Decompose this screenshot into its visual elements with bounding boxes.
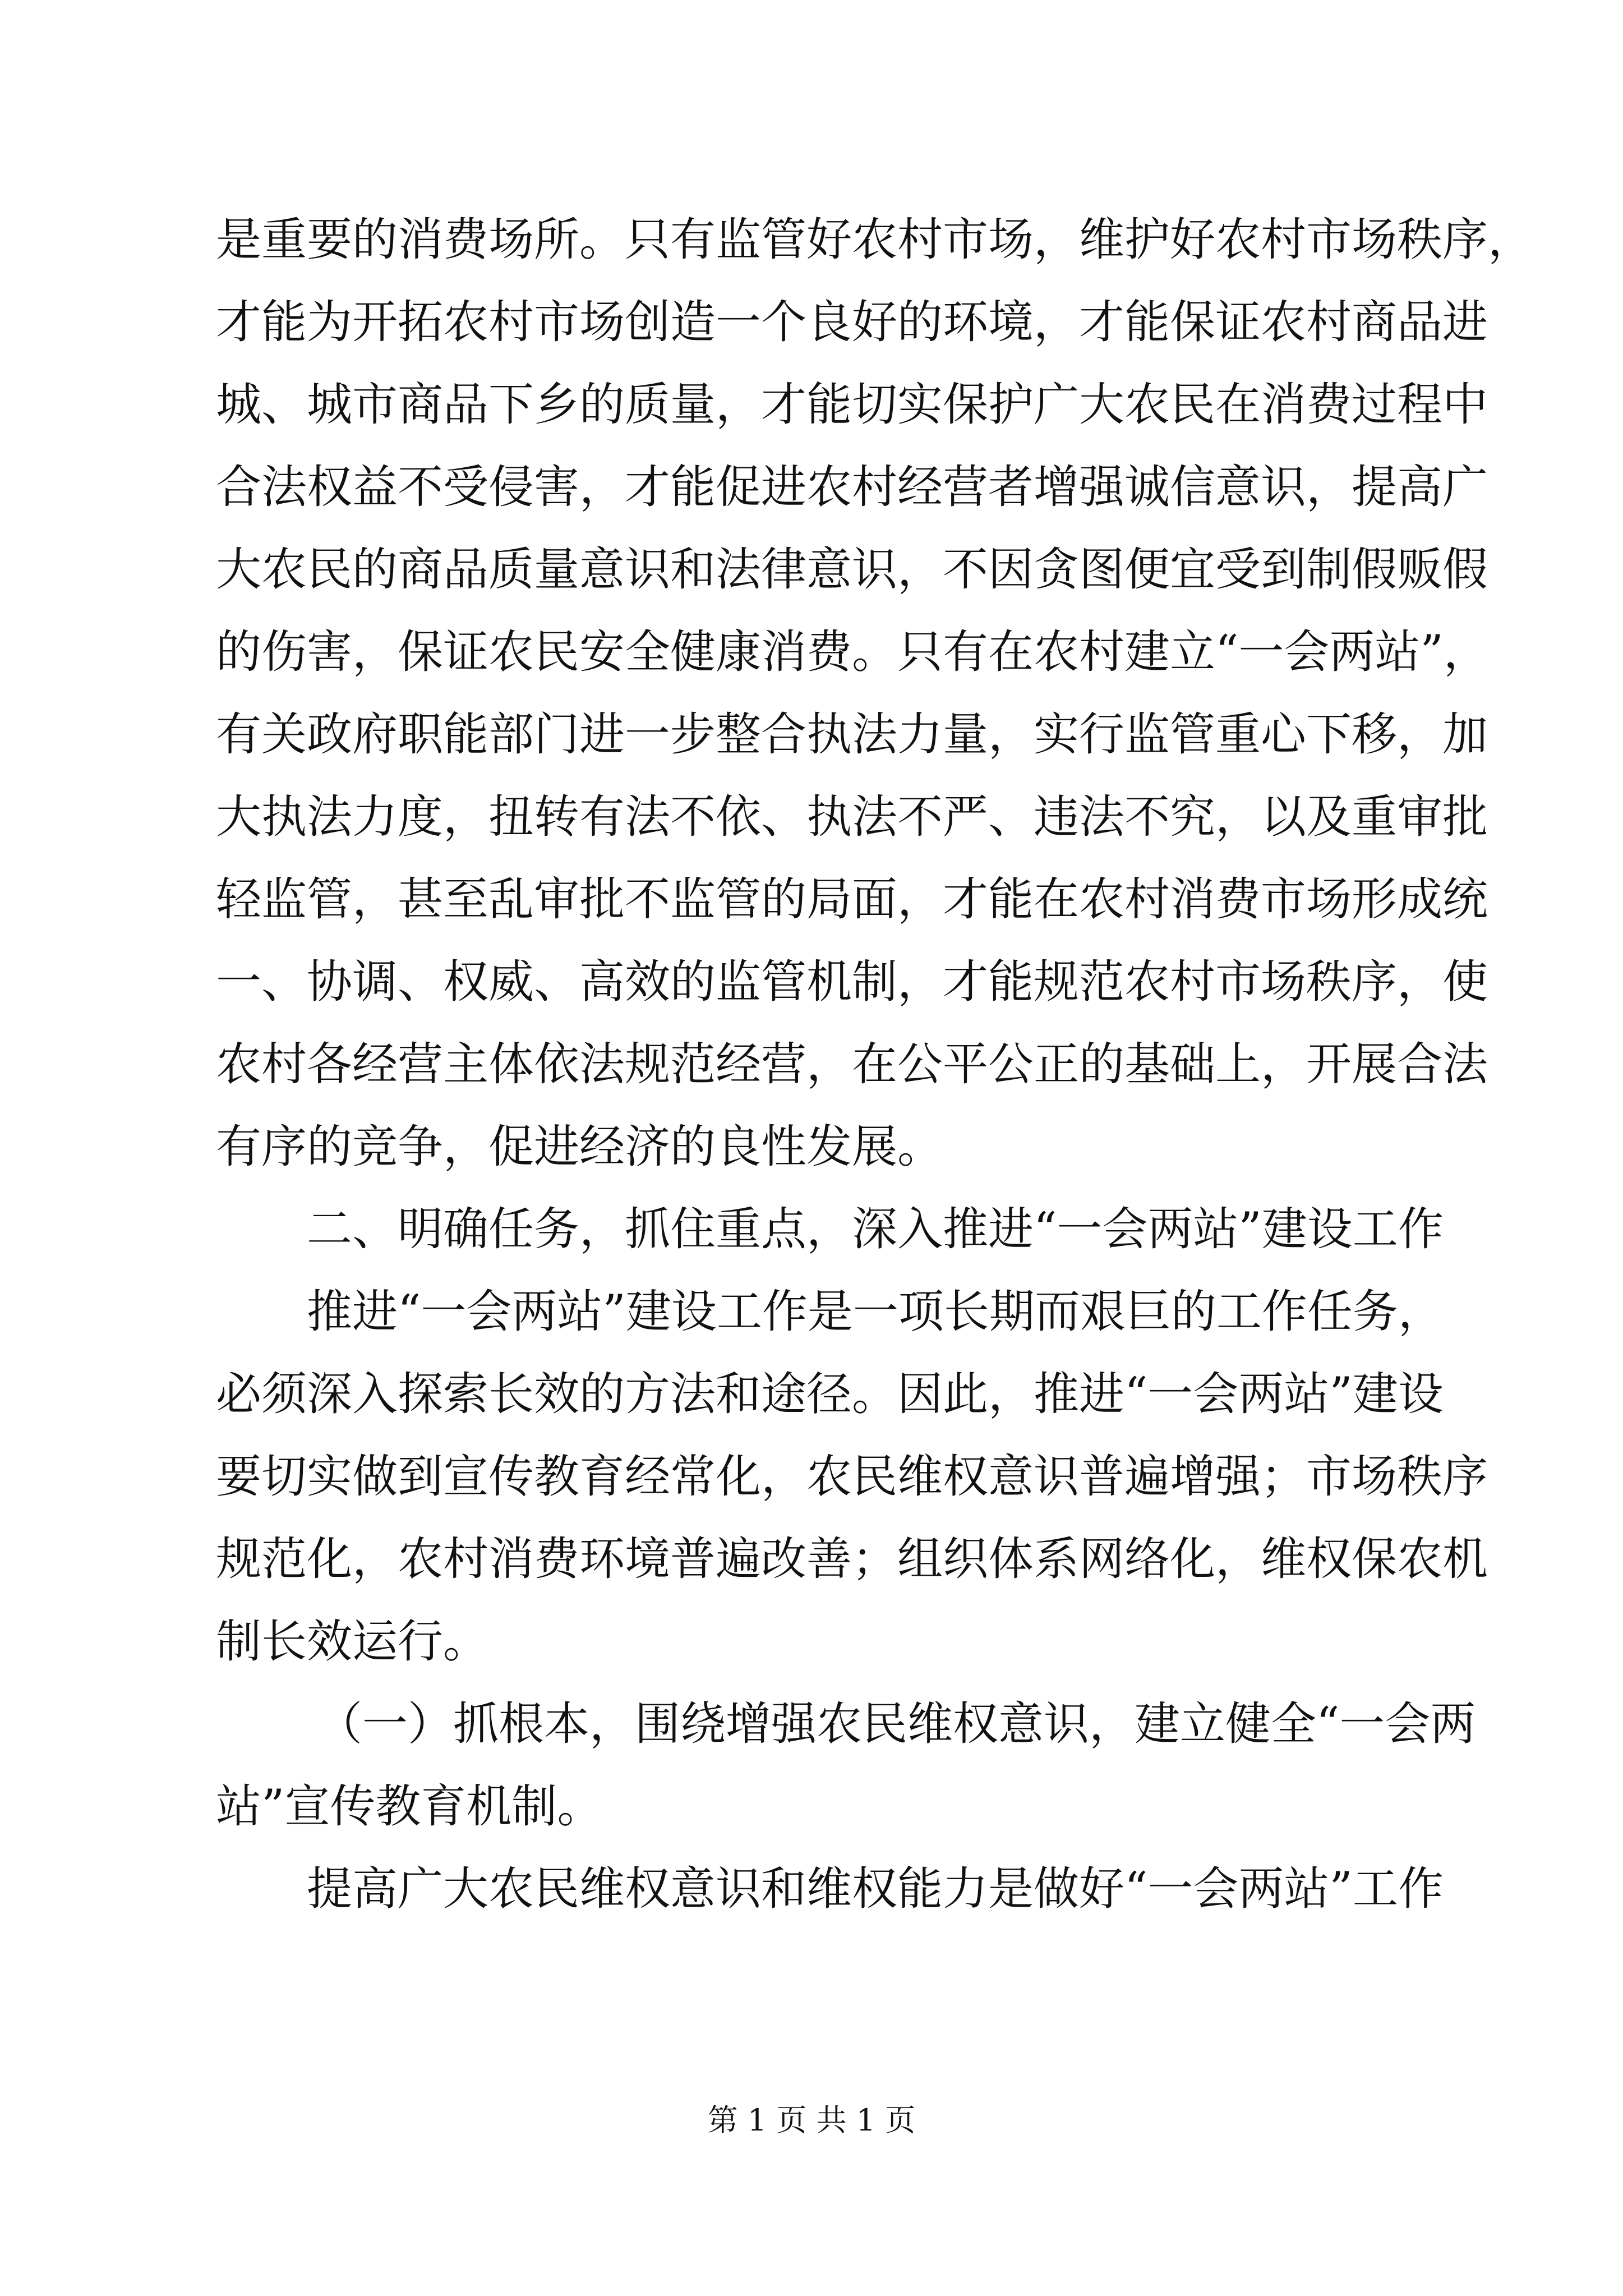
text-line: 合法权益不受侵害，才能促进农村经营者增强诚信意识，提高广 [216,461,1488,514]
subsection-heading: 站”宣传教育机制。 [216,1780,603,1833]
page-footer: 第 1 页 共 1 页 [707,2102,916,2138]
text-line: 有关政府职能部门进一步整合执法力量，实行监管重心下移，加 [216,708,1488,761]
text-line: 推进“一会两站”建设工作是一项长期而艰巨的工作任务， [307,1286,1444,1338]
text-line: 农村各经营主体依法规范经营，在公平公正的基础上，开展合法 [216,1038,1488,1091]
text-line: 是重要的消费场所。只有监管好农村市场，维护好农村市场秩序， [216,214,1534,266]
text-line: 轻监管，甚至乱审批不监管的局面，才能在农村消费市场形成统 [216,873,1488,926]
text-line: 提高广大农民维权意识和维权能力是做好“一会两站”工作 [307,1863,1444,1916]
text-line: 的伤害，保证农民安全健康消费。只有在农村建立“一会两站”， [216,626,1489,679]
text-line: 必须深入探索长效的方法和途径。因此，推进“一会两站”建设 [216,1368,1444,1421]
subsection-heading: （一）抓根本，围绕增强农民维权意识，建立健全“一会两 [317,1698,1476,1751]
text-line: 大执法力度，扭转有法不依、执法不严、违法不究，以及重审批 [216,791,1488,844]
text-line: 才能为开拓农村市场创造一个良好的环境，才能保证农村商品进 [216,296,1488,349]
text-line: 规范化，农村消费环境普遍改善；组织体系网络化，维权保农机 [216,1533,1488,1586]
text-line: 有序的竞争，促进经济的良性发展。 [216,1121,943,1174]
body-text [216,199,1534,1931]
text-line: 制长效运行。 [216,1616,489,1668]
text-line: 要切实做到宣传教育经常化，农民维权意识普遍增强；市场秩序 [216,1451,1488,1503]
text-line: 大农民的商品质量意识和法律意识，不因贪图便宜受到制假贩假 [216,544,1488,596]
section-heading: 二、明确任务，抓住重点，深入推进“一会两站”建设工作 [307,1203,1444,1256]
text-line: 一、协调、权威、高效的监管机制，才能规范农村市场秩序，使 [216,956,1488,1009]
text-line: 城、城市商品下乡的质量，才能切实保护广大农民在消费过程中 [216,379,1488,431]
